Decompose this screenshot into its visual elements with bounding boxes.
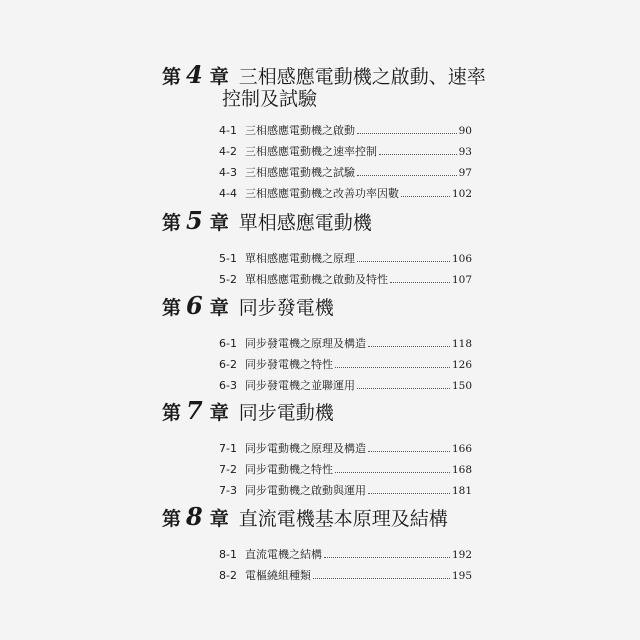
leader-dots (335, 366, 450, 368)
leader-dots (390, 281, 450, 283)
chapter-title: 同步發電機 (238, 297, 334, 319)
leader-dots (357, 260, 450, 262)
page-number: 150 (451, 380, 472, 392)
chapter-8 (162, 502, 482, 586)
section-title: 同步電動機之啟動與運用 (245, 484, 366, 497)
toc-entry[interactable] (219, 269, 472, 290)
section-list (219, 333, 472, 396)
chapter-4 (162, 60, 486, 204)
section-title: 同步發電機之原理及構造 (245, 337, 366, 350)
section-title: 同步發電機之並聯運用 (245, 379, 355, 392)
section-number: 6-3 (219, 379, 237, 392)
leader-dots (335, 471, 450, 473)
section-title: 同步電動機之特性 (245, 463, 333, 476)
chapter-number: 5 (186, 206, 203, 235)
chapter-title: 單相感應電動機 (238, 212, 372, 234)
chapter-number: 4 (186, 60, 203, 89)
page-number: 102 (451, 188, 472, 200)
chapter-prefix: 第 (162, 212, 182, 234)
section-list (219, 438, 472, 501)
page-number: 168 (451, 464, 472, 476)
page-number: 97 (458, 167, 472, 179)
section-number: 6-1 (219, 337, 237, 350)
chapter-title: 同步電動機 (238, 402, 334, 424)
chapter-suffix: 章 (209, 212, 229, 234)
toc-entry[interactable] (219, 248, 472, 269)
toc-entry[interactable] (219, 354, 472, 375)
page-number: 90 (458, 125, 472, 137)
section-number: 5-1 (219, 252, 237, 265)
toc-entry[interactable] (219, 375, 472, 396)
section-number: 8-2 (219, 569, 237, 582)
leader-dots (368, 492, 450, 494)
section-title: 三相感應電動機之試驗 (245, 166, 355, 179)
chapter-heading (162, 60, 486, 89)
section-number: 7-2 (219, 463, 237, 476)
chapter-number: 7 (186, 396, 203, 425)
chapter-prefix: 第 (162, 402, 182, 424)
chapter-heading (162, 396, 482, 425)
page-number: 126 (451, 359, 472, 371)
chapter-title-continued: 控制及試驗 (222, 88, 318, 110)
chapter-7 (162, 396, 482, 501)
chapter-number: 6 (186, 291, 203, 320)
section-title: 單相感應電動機之原理 (245, 252, 355, 265)
chapter-suffix: 章 (209, 508, 229, 530)
section-number: 4-2 (219, 145, 237, 158)
section-number: 4-3 (219, 166, 237, 179)
chapter-prefix: 第 (162, 297, 182, 319)
section-number: 4-1 (219, 124, 237, 137)
chapter-title: 三相感應電動機之啟動、速率 (238, 66, 486, 88)
toc-entry[interactable] (219, 120, 472, 141)
leader-dots (357, 174, 457, 176)
section-title: 直流電機之結構 (245, 548, 322, 561)
toc-entry[interactable] (219, 565, 472, 586)
leader-dots (379, 153, 457, 155)
section-number: 4-4 (219, 187, 237, 200)
chapter-6 (162, 291, 482, 396)
chapter-title: 直流電機基本原理及結構 (238, 508, 448, 530)
chapter-suffix: 章 (209, 66, 229, 88)
section-number: 6-2 (219, 358, 237, 371)
chapter-prefix: 第 (162, 508, 182, 530)
section-title: 同步發電機之特性 (245, 358, 333, 371)
page-number: 93 (458, 146, 472, 158)
toc-entry[interactable] (219, 544, 472, 565)
toc-entry[interactable] (219, 459, 472, 480)
toc-entry[interactable] (219, 183, 472, 204)
toc-entry[interactable] (219, 141, 472, 162)
leader-dots (368, 450, 450, 452)
section-list (219, 544, 472, 586)
leader-dots (357, 387, 450, 389)
page-number: 181 (451, 485, 472, 497)
toc-entry[interactable] (219, 438, 472, 459)
page-number: 166 (451, 443, 472, 455)
page-number: 195 (451, 570, 472, 582)
section-title: 單相感應電動機之啟動及特性 (245, 273, 388, 286)
page-number: 192 (451, 549, 472, 561)
chapter-prefix: 第 (162, 66, 182, 88)
section-list (219, 248, 472, 290)
section-title: 電樞繞組種類 (245, 569, 311, 582)
page-number: 107 (451, 274, 472, 286)
section-title: 三相感應電動機之速率控制 (245, 145, 377, 158)
toc-entry[interactable] (219, 480, 472, 501)
section-number: 5-2 (219, 273, 237, 286)
section-title: 三相感應電動機之改善功率因數 (245, 187, 399, 200)
section-list (219, 120, 472, 204)
page-number: 118 (451, 338, 472, 350)
chapter-heading (162, 502, 482, 531)
chapter-suffix: 章 (209, 297, 229, 319)
chapter-heading (162, 291, 482, 320)
page-number: 106 (451, 253, 472, 265)
chapter-suffix: 章 (209, 402, 229, 424)
section-number: 8-1 (219, 548, 237, 561)
toc-entry[interactable] (219, 333, 472, 354)
leader-dots (357, 132, 457, 134)
leader-dots (401, 195, 450, 197)
section-title: 三相感應電動機之啟動 (245, 124, 355, 137)
chapter-heading (162, 206, 482, 235)
section-number: 7-1 (219, 442, 237, 455)
chapter-number: 8 (186, 502, 203, 531)
leader-dots (368, 345, 450, 347)
section-title: 同步電動機之原理及構造 (245, 442, 366, 455)
leader-dots (324, 556, 450, 558)
section-number: 7-3 (219, 484, 237, 497)
leader-dots (313, 577, 450, 579)
chapter-5 (162, 206, 482, 290)
toc-entry[interactable] (219, 162, 472, 183)
